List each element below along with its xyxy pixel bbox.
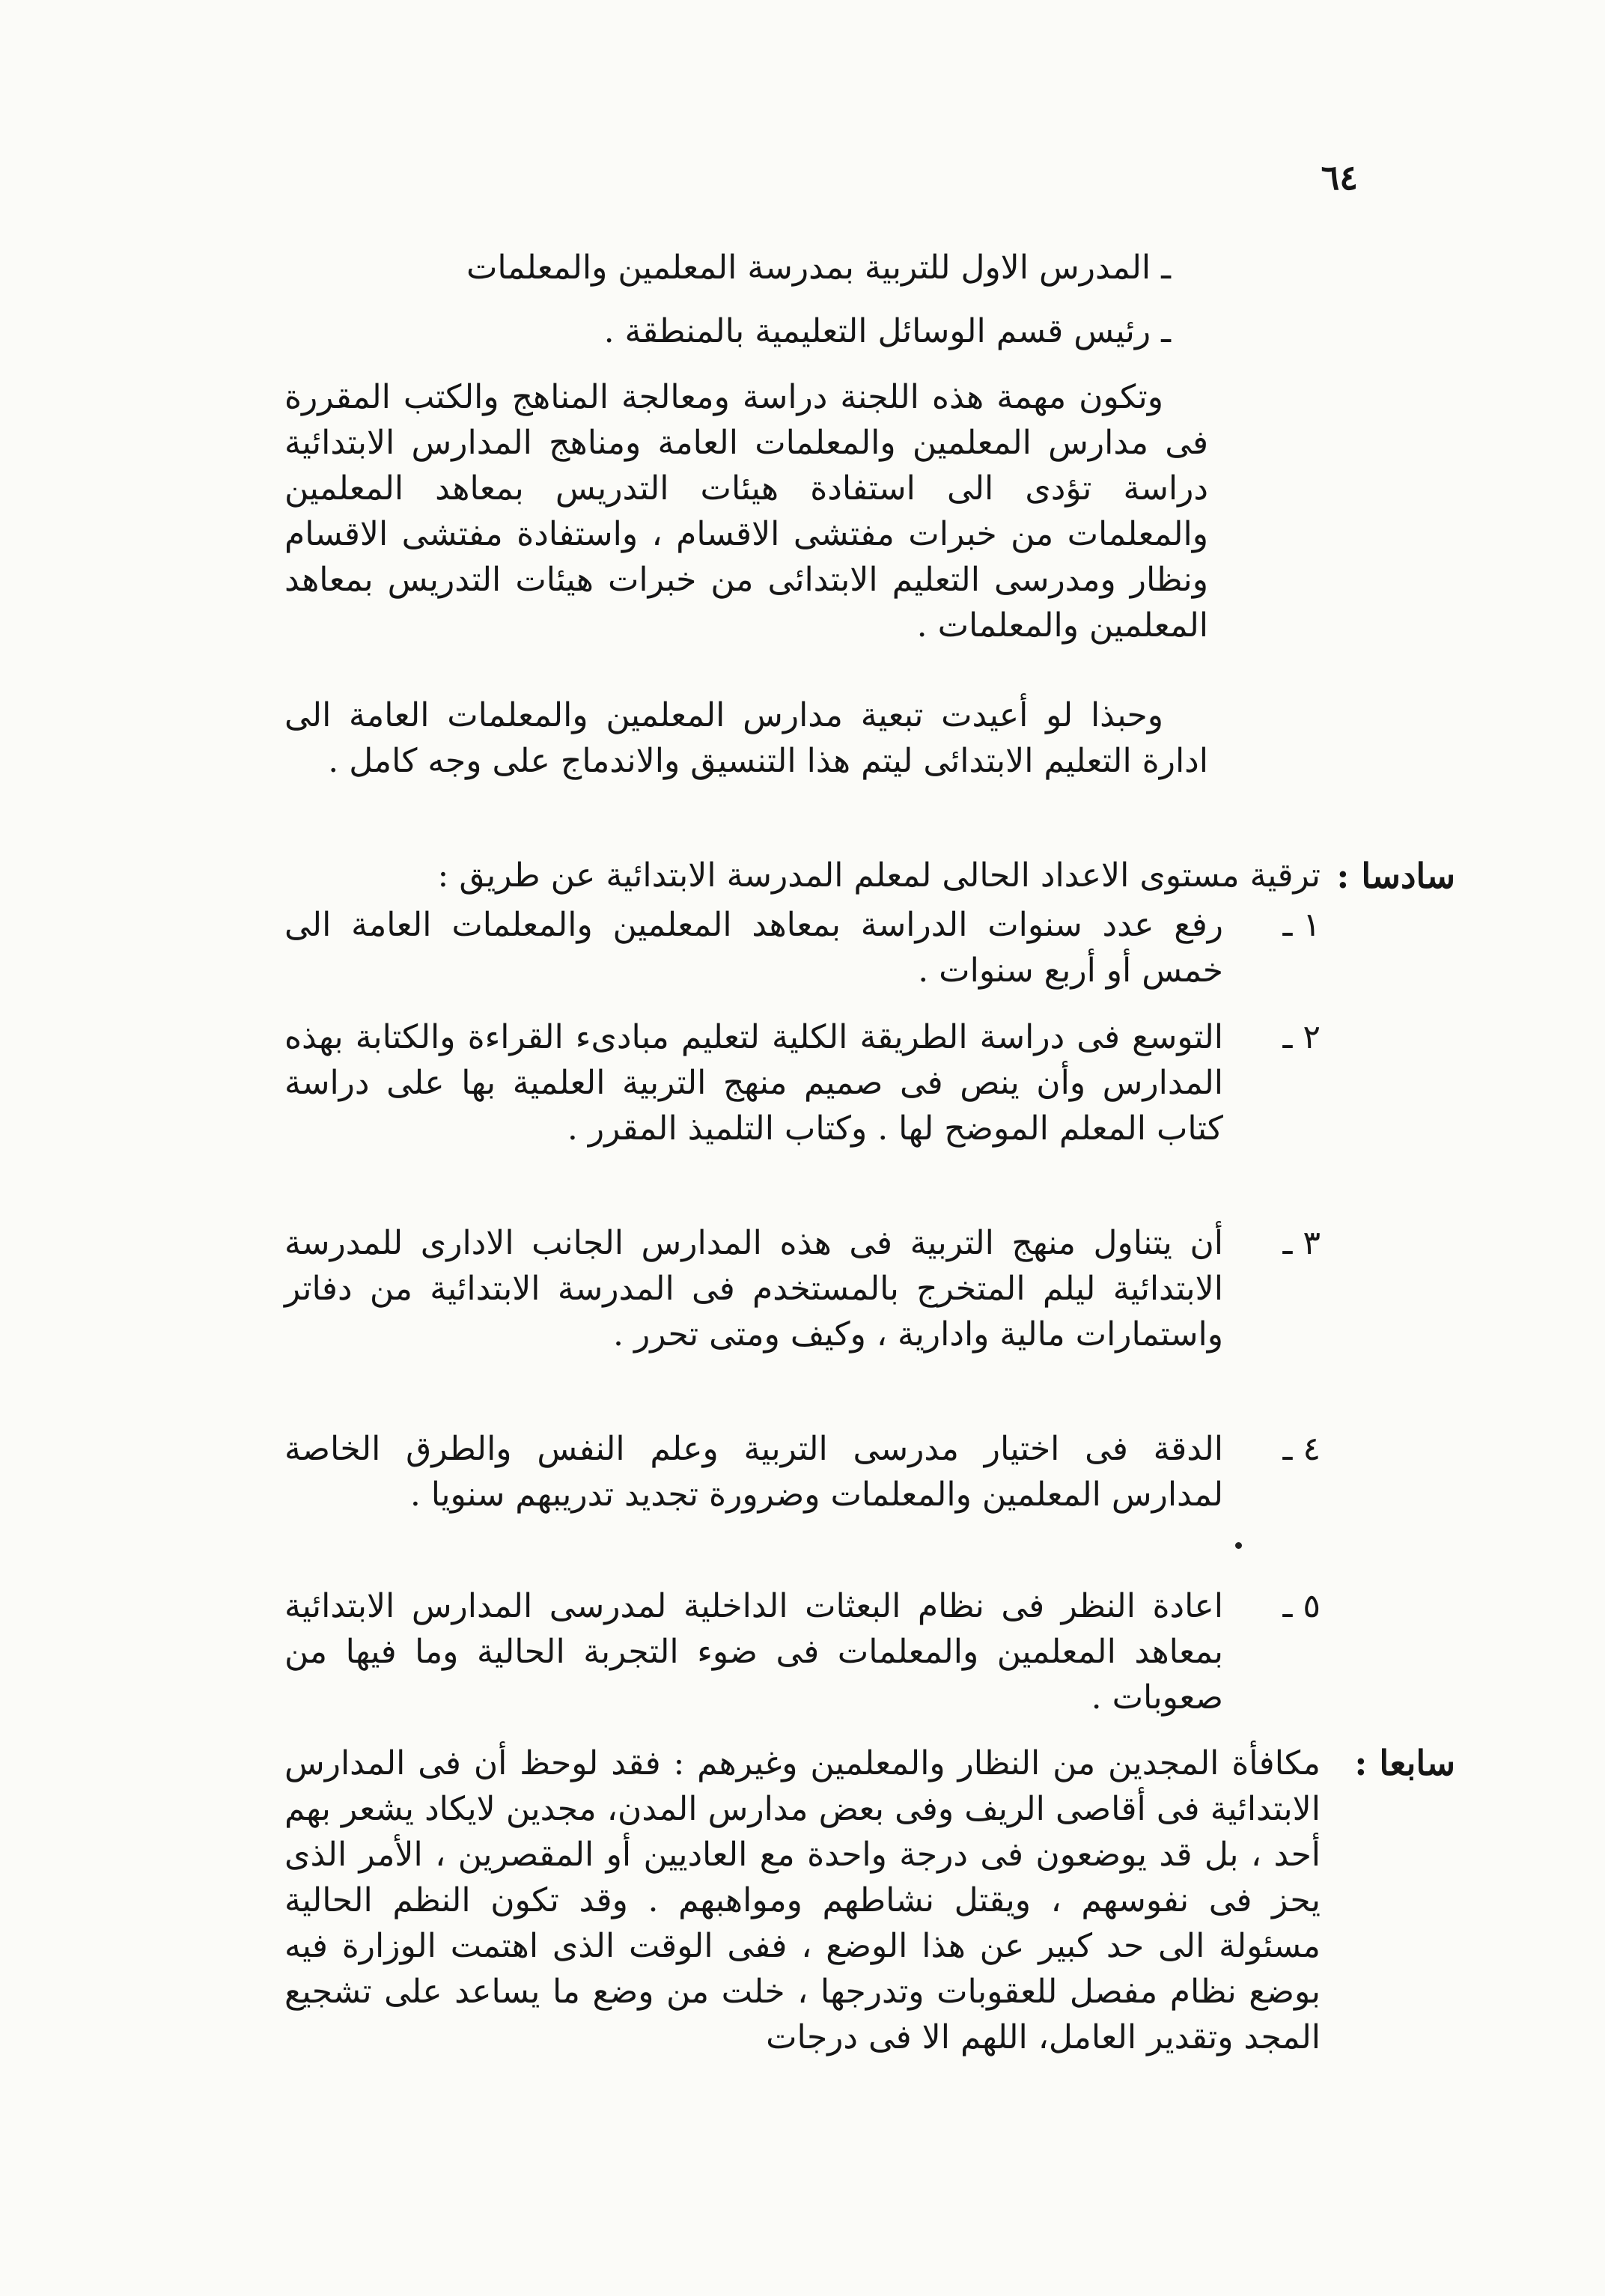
list-item-number: ٢ ـ: [1282, 1018, 1321, 1056]
paragraph-affiliation: [284, 692, 1208, 784]
list-item: [284, 1426, 1321, 1517]
list-item-text: الدقة فى اختيار مدرسى التربية وعلم النفس والطرق الخاصة لمدارس المعلمين والمعلمات وضرورة تجديد تدريبهم سنويا .: [284, 1430, 1223, 1514]
section-seven-label: سابعا :: [1354, 1743, 1455, 1783]
list-item: [284, 1220, 1321, 1357]
section-six-label: سادسا :: [1336, 856, 1455, 896]
list-item-text: التوسع فى دراسة الطريقة الكلية لتعليم مبادىء القراءة والكتابة بهذه المدارس وأن ينص فى صميم منهج التربية العلمية بها على دراسة كتاب المعلم الموضح لها . وكتاب التلميذ المقرر .: [284, 1018, 1223, 1148]
list-item: [284, 1583, 1321, 1720]
list-item: [284, 902, 1321, 993]
paragraph-text: وتكون مهمة هذه اللجنة دراسة ومعالجة المناهج والكتب المقررة فى مدارس المعلمين والمعلمات العامة ومناهج المدارس الابتدائية دراسة تؤدى الى استفادة هيئات التدريس بمعاهد المعلمين والمعلمات من خبرات مفتشى الاقسام ، واستفادة مفتشى الاقسام ونظار ومدرسى التعليم الابتدائى من خبرات هيئات التدريس بمعاهد المعلمين والمعلمات .: [284, 378, 1208, 645]
paragraph-committee-task: [284, 374, 1208, 648]
list-item-text: أن يتناول منهج التربية فى هذه المدارس الجانب الادارى للمدرسة الابتدائية ليلم المتخرج بالمستخدم فى المدرسة الابتدائية من دفاتر واستمارات مالية وادارية ، وكيف ومتى تحرر .: [284, 1224, 1223, 1353]
list-item-number: ٥ ـ: [1282, 1587, 1321, 1625]
section-six-heading: ترقية مستوى الاعداد الحالى لمعلم المدرسة الابتدائية عن طريق :: [437, 856, 1321, 895]
list-item: [284, 1014, 1321, 1151]
committee-member-line: ـ رئيس قسم الوسائل التعليمية بالمنطقة .: [603, 312, 1171, 350]
list-item-text: رفع عدد سنوات الدراسة بمعاهد المعلمين والمعلمات العامة الى خمس أو أربع سنوات .: [284, 906, 1223, 990]
committee-member-line: ـ المدرس الاول للتربية بمدرسة المعلمين والمعلمات: [466, 249, 1171, 287]
ink-speck: [1235, 1542, 1242, 1549]
paragraph-text: مكافأة المجدين من النظار والمعلمين وغيرهم : فقد لوحظ أن فى المدارس الابتدائية فى أقاصى الريف وفى بعض مدارس المدن، مجدين لايكاد يشعر بهم أحد ، بل قد يوضعون فى درجة واحدة مع العاديين أو المقصرين ، الأمر الذى يحز فى نفوسهم ، ويقتل نشاطهم ومواهبهم . وقد تكون النظم الحالية مسئولة الى حد كبير عن هذا الوضع ، ففى الوقت الذى اهتمت الوزارة فيه بوضع نظام مفصل للعقوبات وتدرجها ، خلت من وضع ما يساعد على تشجيع المجد وتقدير العامل، اللهم الا فى درجات: [284, 1744, 1321, 2056]
list-item-number: ١ ـ: [1282, 906, 1321, 944]
list-item-number: ٣ ـ: [1282, 1224, 1321, 1262]
paragraph-text: وحبذا لو أعيدت تبعية مدارس المعلمين والمعلمات العامة الى ادارة التعليم الابتدائى ليتم هذا التنسيق والاندماج على وجه كامل .: [284, 696, 1208, 780]
list-item-text: اعادة النظر فى نظام البعثات الداخلية لمدرسى المدارس الابتدائية بمعاهد المعلمين والمعلمات فى ضوء التجربة الحالية وما فيها من صعوبات .: [284, 1587, 1223, 1717]
section-seven-body: [284, 1741, 1321, 2060]
page-number: ٦٤: [1321, 157, 1358, 198]
list-item-number: ٤ ـ: [1282, 1430, 1321, 1468]
